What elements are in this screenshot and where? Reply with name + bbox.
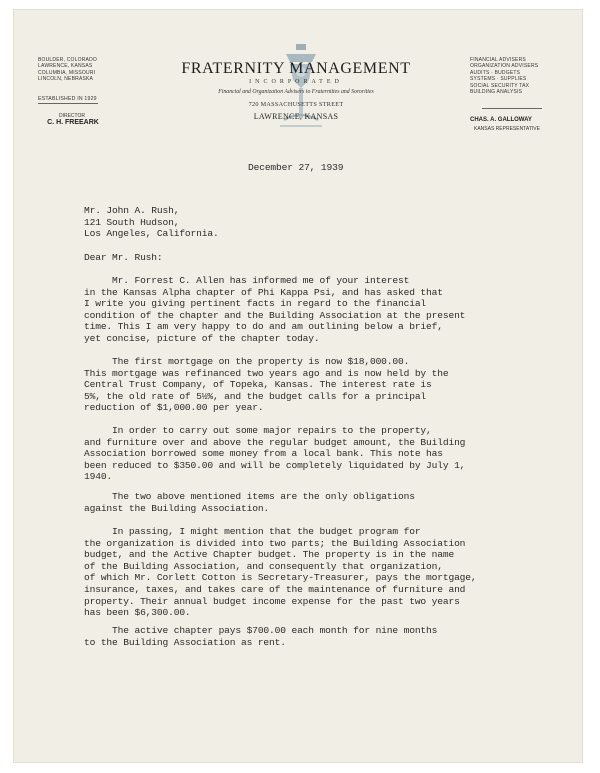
service-item: BUILDING ANALYSIS [470, 89, 523, 96]
paragraph-5 [84, 526, 477, 619]
paragraph-1 [84, 275, 465, 345]
city-address: LAWRENCE, KANSAS [253, 112, 339, 121]
text-line: 1940. [84, 471, 113, 483]
divider [38, 103, 98, 104]
service-item: SYSTEMS · SUPPLIES [470, 76, 527, 83]
text-line: and furniture over and above the regular budget amount, the Building [84, 436, 466, 448]
paragraph-6 [84, 625, 437, 648]
paragraph-4 [84, 491, 415, 514]
paragraph-3 [84, 425, 465, 483]
text-line: I write you giving pertinent facts in regard to the financial [84, 298, 427, 310]
company-tagline: Financial and Organization Advisers to Fraternities and Sororities [218, 89, 374, 95]
representative-name: CHAS. A. GALLOWAY [470, 117, 532, 123]
divider [482, 108, 542, 109]
incorporated-label: INCORPORATED [249, 79, 343, 85]
text-line: The two above mentioned items are the only obligations [84, 491, 415, 502]
text-line: The active chapter pays $700.00 each month for nine months [84, 625, 438, 636]
recipient-line: 121 South Hudson, [84, 216, 180, 228]
text-line: against the Building Association. [84, 502, 270, 514]
text-line: reduction of $1,000.00 per year. [84, 402, 264, 414]
text-line: of which Mr. Corlett Cotton is Secretary-Treasurer, pays the mortgage, [84, 572, 477, 584]
street-address: 720 MASSACHUSETTS STREET [248, 101, 344, 108]
text-line: budget, and the Active Chapter budget. The property is in the name [84, 549, 455, 561]
text-line: The first mortgage on the property is now $18,000.00. [84, 356, 410, 367]
text-line: condition of the chapter and the Building Association at the present [84, 309, 466, 321]
established-year: ESTABLISHED IN 1929 [38, 96, 97, 102]
recipient-address [84, 205, 219, 240]
text-line: to the Building Association as rent. [84, 636, 286, 648]
paragraph-2 [84, 356, 448, 414]
text-line: been reduced to $350.00 and will be completely liquidated by July 1, [84, 459, 466, 471]
service-item: AUDITS · BUDGETS [470, 69, 521, 76]
salutation: Dear Mr. Rush: [84, 252, 163, 263]
text-line: has been $6,300.00. [84, 607, 191, 619]
letter-date: December 27, 1939 [248, 162, 344, 173]
office-city: BOULDER, COLORADO [38, 57, 97, 63]
service-item: FINANCIAL ADVISERS [470, 57, 526, 63]
text-line: Association borrowed some money from a local bank. This note has [84, 448, 443, 460]
service-item: ORGANIZATION ADVISERS [470, 63, 539, 70]
text-line: This mortgage was refinanced two years ago and is now held by the [84, 367, 449, 379]
company-name: FRATERNITY MANAGEMENT [181, 60, 411, 77]
text-line: yet concise, picture of the chapter today. [84, 332, 320, 344]
text-line: Central Trust Company, of Topeka, Kansas. The interest rate is [84, 379, 432, 391]
office-locations [38, 57, 138, 83]
recipient-line: Los Angeles, California. [84, 228, 219, 240]
text-line: insurance, taxes, and takes care of the maintenance of furniture and [84, 583, 466, 595]
text-line: time. This I am very happy to do and am outlining below a brief, [84, 321, 443, 333]
office-city: LAWRENCE, KANSAS [38, 63, 93, 70]
director-name: C. H. FREEARK [47, 119, 99, 126]
office-city: LINCOLN, NEBRASKA [38, 76, 94, 83]
service-item: SOCIAL SECURITY TAX [470, 82, 530, 89]
text-line: Mr. Forrest C. Allen has informed me of your interest [84, 275, 410, 286]
text-line: In order to carry out some major repairs to the property, [84, 425, 432, 436]
representative-title: KANSAS REPRESENTATIVE [474, 126, 540, 132]
text-line: of the Building Association, and consequently that organization, [84, 560, 443, 572]
text-line: In passing, I might mention that the budget program for [84, 526, 421, 537]
office-city: COLUMBIA, MISSOURI [38, 69, 96, 76]
text-line: property. Their annual budget income expense for the past two years [84, 595, 460, 607]
director-label: DIRECTOR [58, 113, 86, 119]
text-line: the organization is divided into two parts; the Building Association [84, 537, 466, 549]
text-line: 5%, the old rate of 5½%, and the budget calls for a principal [84, 390, 427, 402]
text-line: in the Kansas Alpha chapter of Phi Kappa Psi, and has asked that [84, 286, 443, 298]
services-list [470, 57, 580, 95]
recipient-line: Mr. John A. Rush, [84, 205, 180, 216]
